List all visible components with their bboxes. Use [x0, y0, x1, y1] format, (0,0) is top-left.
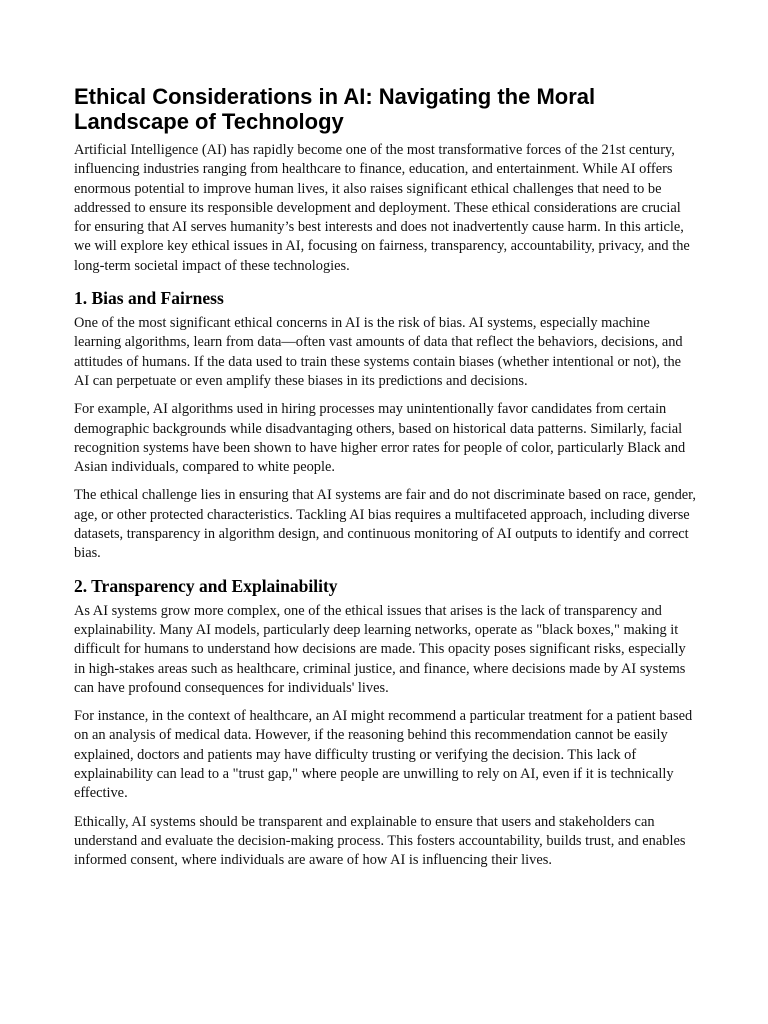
section-transparency-explainability [74, 575, 696, 871]
section-heading: 2. Transparency and Explainability [74, 575, 338, 596]
section-paragraph: One of the most significant ethical concerns in AI is the risk of bias. AI systems, especially machine learning algorithms, learn from data—often vast amounts of data that reflect the behaviors, decisions, and attitudes of humans. If the data used to train these systems contain biases (whether intentional or not), the AI can perpetuate or even amplify these biases in its predictions and decisions. [74, 315, 683, 389]
intro-paragraph: Artificial Intelligence (AI) has rapidly become one of the most transformative forces of the 21st century, influencing industries ranging from healthcare to finance, education, and entertainment. While AI offers enormous potential to improve human lives, it also raises significant ethical challenges that need to be addressed to ensure its responsible development and deployment. These ethical considerations are crucial for ensuring that AI serves humanity’s best interests and does not inadvertently cause harm. In this article, we will explore key ethical issues in AI, focusing on fairness, transparency, accountability, privacy, and the long-term societal impact of these technologies. [74, 142, 690, 274]
document-title: Ethical Considerations in AI: Navigating the Moral Landscape of Technology [74, 84, 596, 134]
section-paragraph: Ethically, AI systems should be transparent and explainable to ensure that users and stakeholders can understand and evaluate the decision-making process. This fosters accountability, builds trust, and enables informed consent, where individuals are aware of how AI is influencing their lives. [74, 813, 686, 869]
document-page [74, 84, 696, 880]
section-paragraph: The ethical challenge lies in ensuring that AI systems are fair and do not discriminate based on race, gender, age, or other protected characteristics. Tackling AI bias requires a multifaceted approach, including diverse datasets, transparency in algorithm design, and continuous monitoring of AI outputs to identify and correct bias. [74, 487, 697, 562]
section-paragraph: As AI systems grow more complex, one of the ethical issues that arises is the lack of transparency and explainability. Many AI models, particularly deep learning networks, operate as "black boxes," making it difficult for humans to understand how decisions are made. This opacity poses significant risks, especially in high-stakes areas such as healthcare, criminal justice, and finance, where decisions made by AI systems can have profound consequences for individuals' lives. [74, 602, 686, 696]
section-paragraph: For instance, in the context of healthcare, an AI might recommend a particular treatment for a patient based on an analysis of medical data. However, if the reasoning behind this recommendation cannot be easily explained, doctors and patients may have difficulty trusting or verifying the decision. This lack of explainability can lead to a "trust gap," where people are unwilling to rely on AI, even if it is technically effective. [74, 708, 693, 802]
section-heading: 1. Bias and Fairness [74, 288, 224, 309]
section-paragraph: For example, AI algorithms used in hiring processes may unintentionally favor candidates from certain demographic backgrounds while disadvantaging others, based on historical data patterns. Similarly, facial recognition systems have been shown to have higher error rates for people of color, particularly Black and Asian individuals, compared to white people. [74, 401, 686, 476]
section-bias-fairness [74, 287, 696, 564]
